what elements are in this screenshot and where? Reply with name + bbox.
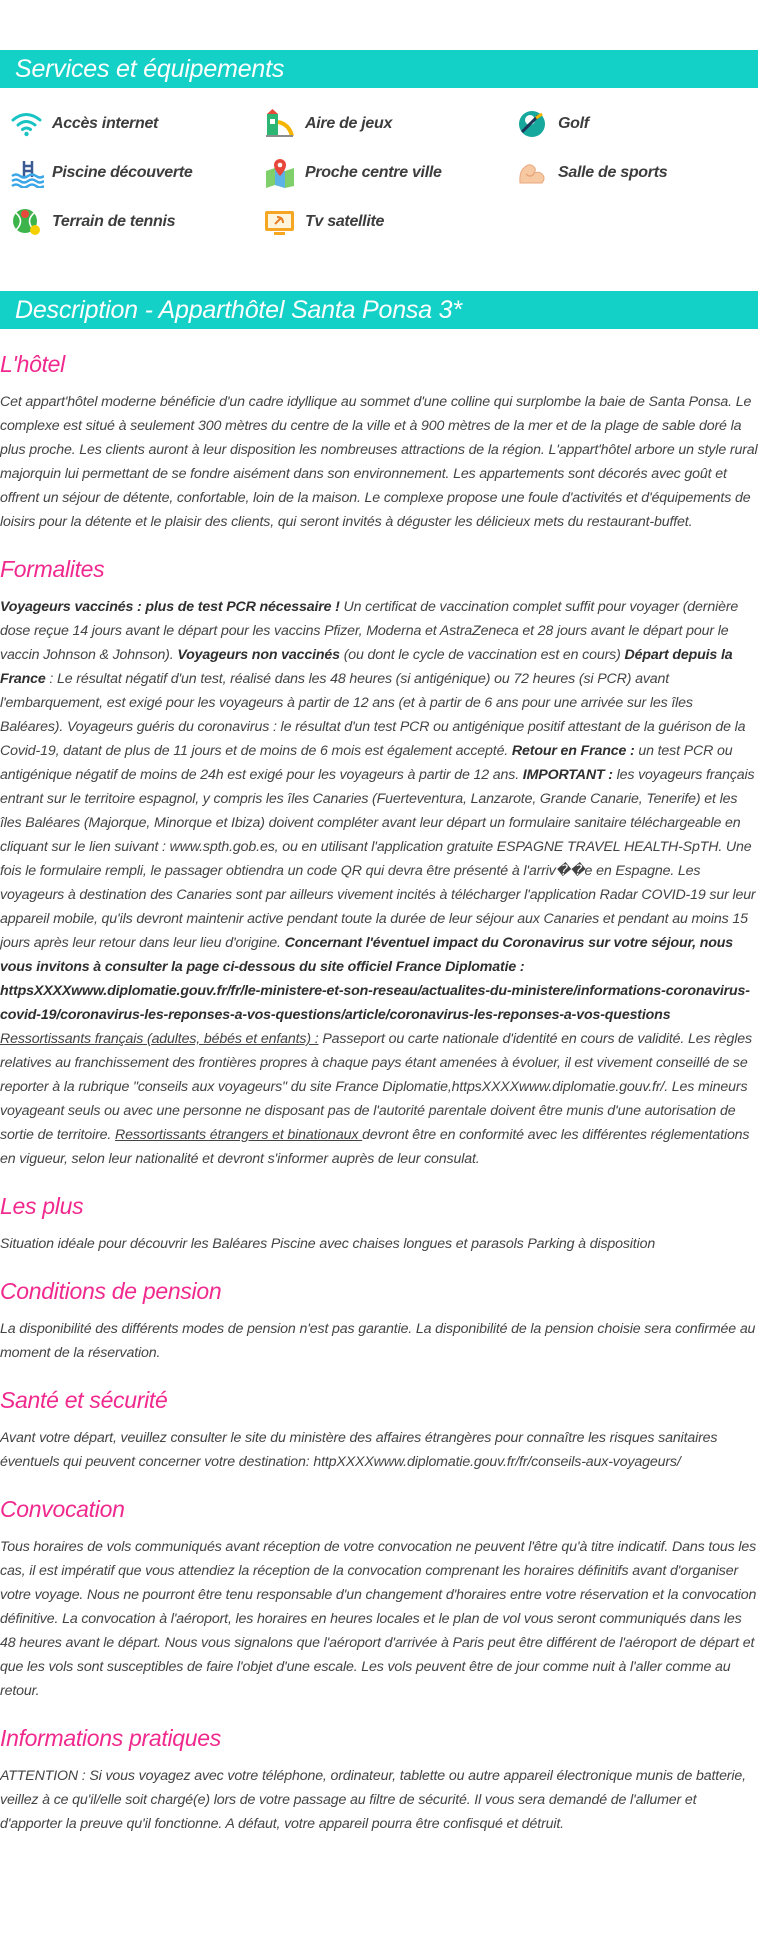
service-label: Proche centre ville (305, 163, 442, 181)
convocation-text: Tous horaires de vols communiqués avant réception de votre convocation ne peuvent l'être qu'à titre indicatif. Dans tous les cas, il est impératif que vous attendiez la réception de la convocation comprenant les horaires définitifs avant d'organiser votre voyage. Nous ne pourront être tenu responsable d'un changement d'horaires entre votre réservation et la convocation définitive. La convocation à l'aéroport, les horaires en heures locales et le plan de vol vous seront communiqués dans les 48 heures avant le départ. Nous vous signalons que l'aéroport d'arrivée à Paris peut être différent de l'aéroport de départ et que les vols sont susceptibles de faire l'objet d'une escale. Les vols peuvent être de jour comme nuit à l'aller comme au retour. (0, 1539, 757, 1699)
description-content (0, 329, 758, 1836)
formalites-heading: Formalites (0, 556, 105, 582)
service-label: Aire de jeux (305, 114, 393, 132)
golf-icon (516, 108, 550, 139)
service-item (263, 108, 516, 139)
formalites-segment: devront être en conformité avec les différentes réglementations en vigueur, selon leur nationalité et devront s'informer auprès de leur consulat. (0, 1127, 750, 1167)
formalites-text (0, 595, 758, 1171)
service-item (10, 108, 263, 139)
formalites-segment: Concernant l'éventuel impact du Coronavirus sur votre séjour, nous vous invitons à consulter la page ci-dessous du site officiel France Diplomatie : httpsXXXXwww.diplomatie.gouv.fr/fr/le-ministere-et-son-reseau/actualites-du-ministere/informations-coronavirus-covid-19/coronavirus-les-reponses-a-vos-questions/article/coronavirus-les-reponses-a-vos-questions (0, 935, 750, 1023)
pension-heading: Conditions de pension (0, 1278, 222, 1304)
formalites-segment: Retour en France : (511, 743, 635, 759)
plus-heading: Les plus (0, 1193, 84, 1219)
service-item (10, 206, 263, 237)
gym-icon (516, 157, 550, 188)
formalites-segment: (ou dont le cycle de vaccination est en cours) (339, 647, 625, 663)
service-label: Golf (558, 114, 589, 132)
tennis-icon (10, 206, 44, 237)
description-header: Description - Apparthôtel Santa Ponsa 3* (0, 291, 758, 329)
formalites-segment: Ressortissants français (adultes, bébés et enfants) : (0, 1031, 319, 1047)
formalites-segment: Un certificat de vaccination complet suffit pour voyager (dernière dose reçue 14 jours avant le départ pour les vaccins Pfizer, Moderna et AstraZeneca et 28 jours avant le départ pour le vaccin Johnson & Johnson). (0, 599, 739, 663)
infos-text: ATTENTION : Si vous voyagez avec votre téléphone, ordinateur, tablette ou autre appareil électronique munis de batterie, veillez à ce qu'il/elle soit chargé(e) lors de votre passage au filtre de sécurité. Il vous sera demandé de l'allumer et d'apporter la preuve qu'il fonctionne. A défaut, votre appareil pourra être confisqué et détruit. (0, 1768, 746, 1832)
plus-text: Situation idéale pour découvrir les Baléares Piscine avec chaises longues et parasols Parking à disposition (0, 1236, 656, 1252)
services-grid (10, 108, 758, 237)
formalites-segment: les voyageurs français entrant sur le territoire espagnol, y compris les îles Canaries (Fuerteventura, Lanzarote, Grande Canarie, Tenerife) et les îles Baléares (Majorque, Minorque et Ibiza) doivent compléter avant leur départ un formulaire sanitaire téléchargeable en cliquant sur le lien suivant : www.spth.gob.es, ou en utilisant l'application gratuite ESPAGNE TRAVEL HEALTH-SpTH. Une fois le formulaire rempli, le passager obtiendra un code QR qui devra être présenté à l'arriv��e en Espagne. Les voyageurs à destination des Canaries sont par ailleurs vivement incités à télécharger l'application Radar COVID-19 sur leur appareil mobile, qu'ils devront maintenir active pendant toute la durée de leur séjour aux Canaries et pendant au moins 15 jours après leur retour dans leur lieu d'origine. (0, 767, 756, 951)
service-label: Salle de sports (558, 163, 668, 181)
convocation-heading: Convocation (0, 1496, 125, 1522)
service-item (516, 108, 758, 139)
service-label: Accès internet (52, 114, 159, 132)
wifi-icon (10, 108, 44, 139)
service-item (516, 157, 758, 188)
sante-text: Avant votre départ, veuillez consulter le site du ministère des affaires étrangères pour connaître les risques sanitaires éventuels qui peuvent concerner votre destination: httpXXXXwww.diplomatie.gouv.fr/fr/conseils-aux-voyageurs/ (0, 1430, 718, 1470)
sante-heading: Santé et sécurité (0, 1387, 168, 1413)
service-item (263, 206, 516, 237)
services-section (0, 88, 758, 237)
formalites-segment: Passeport ou carte nationale d'identité en cours de validité. Les règles relatives au franchissement des frontières propres à chaque pays étant amenées à évoluer, il est vivement conseillé de se reporter à la rubrique "conseils aux voyageurs" du site France Diplomatie,httpsXXXXwww.diplomatie.gouv.fr/. Les mineurs voyageant seuls ou avec une personne ne disposant pas de l'autorité parentale doivent être munis d'une autorisation de sortie de territoire. (0, 1031, 752, 1143)
pension-text: La disponibilité des différents modes de pension n'est pas garantie. La disponibilité de la pension choisie sera confirmée au moment de la réservation. (0, 1321, 756, 1361)
hotel-text: Cet appart'hôtel moderne bénéficie d'un cadre idyllique au sommet d'une colline qui surplombe la baie de Santa Ponsa. Le complexe est situé à seulement 300 mètres du centre de la ville et à 900 mètres de la mer et de la plage de sable doré la plus proche. Les clients auront à leur disposition les nombreuses attractions de la région. L'appart'hôtel arbore un style rural majorquin lui permettant de se fondre aisément dans son environnement. Les appartements sont décorés avec goût et offrent un séjour de détente, confortable, loin de la maison. Le complexe propose une foule d'activités et d'équipements de loisirs pour la détente et le plaisir des clients, qui seront invités à déguster les délicieux mets du restaurant-buffet. (0, 394, 758, 530)
service-label: Piscine découverte (52, 163, 193, 181)
formalites-segment: un test PCR ou antigénique négatif de moins de 24h est exigé pour les voyageurs à partir de 12 ans. (0, 743, 733, 783)
formalites-segment: Voyageurs non vaccinés (177, 647, 340, 663)
formalites-segment: Départ depuis la France (0, 647, 733, 687)
formalites-segment: Voyageurs vaccinés : plus de test PCR nécessaire ! (0, 599, 340, 615)
formalites-segment: : Le résultat négatif d'un test, réalisé dans les 48 heures (si antigénique) ou 72 heures (si PCR) avant l'embarquement, est exigé pour les voyageurs à partir de 12 ans (et à partir de 6 ans pour une arrivée sur les îles Baléares). Voyageurs guéris du coronavirus : le résultat d'un test PCR ou antigénique positif attestant de la guérison de la Covid-19, datant de plus de 11 jours et de moins de 6 mois est également accepté. (0, 671, 746, 759)
pool-icon (10, 157, 44, 188)
services-header: Services et équipements (0, 50, 758, 88)
service-item (10, 157, 263, 188)
service-item (263, 157, 516, 188)
formalites-segment: IMPORTANT : (522, 767, 613, 783)
hotel-heading: L'hôtel (0, 351, 65, 377)
service-label: Tv satellite (305, 212, 385, 230)
service-label: Terrain de tennis (52, 212, 176, 230)
satellite-tv-icon (263, 206, 297, 237)
playground-icon (263, 108, 297, 139)
formalites-segment: Ressortissants étrangers et binationaux (114, 1127, 363, 1143)
city-map-icon (263, 157, 297, 188)
infos-heading: Informations pratiques (0, 1725, 221, 1751)
